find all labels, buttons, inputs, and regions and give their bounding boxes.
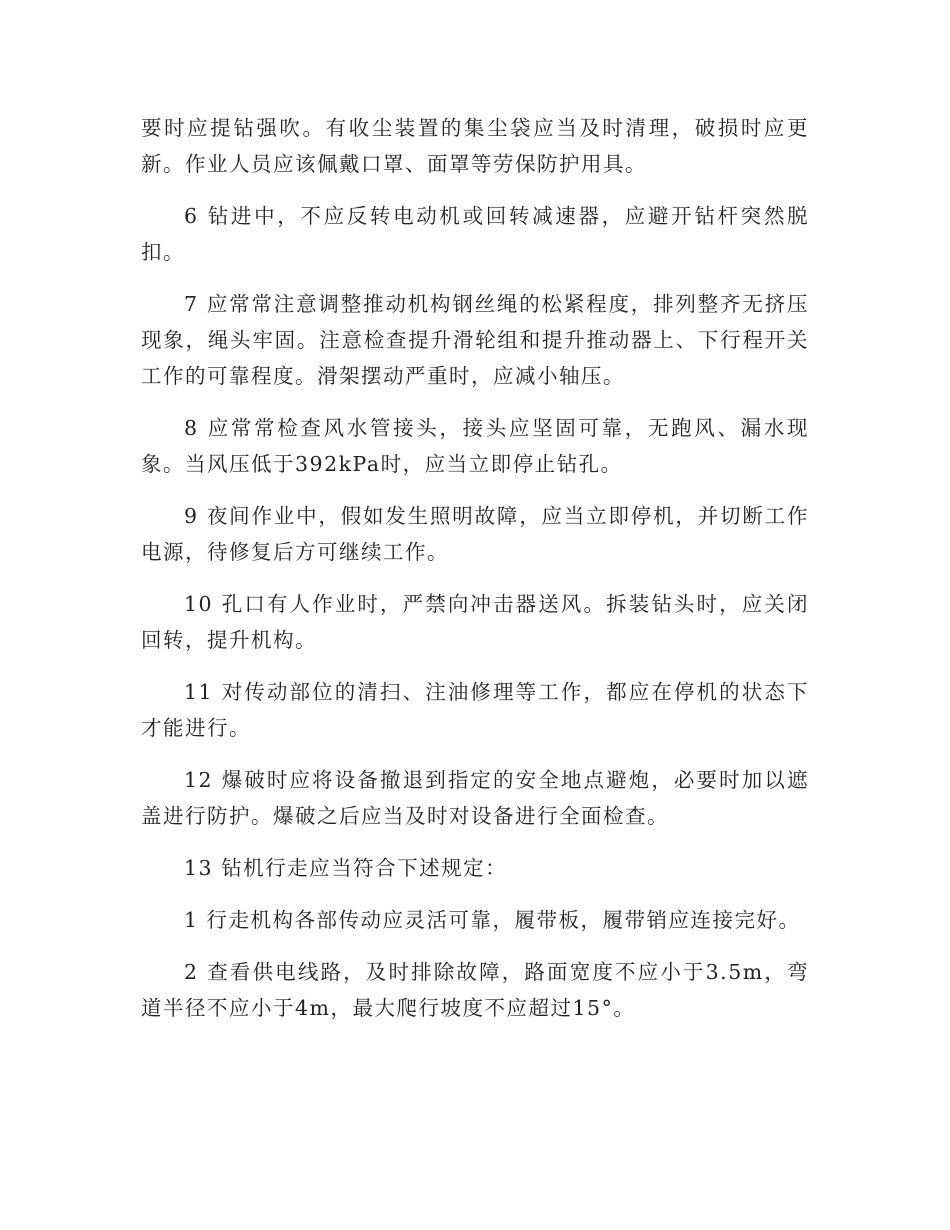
document-body bbox=[141, 110, 809, 1042]
paragraph-item-13: 13 钻机行走应当符合下述规定： bbox=[184, 856, 508, 880]
paragraph-subitem-1: 1 行走机构各部传动应灵活可靠，履带板，履带销应连接完好。 bbox=[184, 908, 801, 932]
paragraph-item-6: 6 钻进中，不应反转电动机或回转减速器，应避开钻杆突然脱扣。 bbox=[141, 204, 809, 264]
paragraph-item-11: 11 对传动部位的清扫、注油修理等工作，都应在停机的状态下才能进行。 bbox=[141, 680, 809, 740]
paragraph-item-12: 12 爆破时应将设备撤退到指定的安全地点避炮，必要时加以遮盖进行防护。爆破之后应当及时对设备进行全面检查。 bbox=[141, 768, 809, 828]
paragraph-continuation: 要时应提钻强吹。有收尘装置的集尘袋应当及时清理，破损时应更新。作业人员应该佩戴口罩、面罩等劳保防护用具。 bbox=[141, 116, 809, 176]
paragraph-item-9: 9 夜间作业中，假如发生照明故障，应当立即停机，并切断工作电源，待修复后方可继续工作。 bbox=[141, 504, 809, 564]
paragraph-item-10: 10 孔口有人作业时，严禁向冲击器送风。拆装钻头时，应关闭回转，提升机构。 bbox=[141, 592, 809, 652]
paragraph-subitem-2: 2 查看供电线路，及时排除故障，路面宽度不应小于3.5m，弯道半径不应小于4m，最大爬行坡度不应超过15°。 bbox=[141, 960, 809, 1020]
paragraph-item-7: 7 应常常注意调整推动机构钢丝绳的松紧程度，排列整齐无挤压现象，绳头牢固。注意检查提升滑轮组和提升推动器上、下行程开关工作的可靠程度。滑架摆动严重时，应减小轴压。 bbox=[141, 292, 809, 388]
paragraph-item-8: 8 应常常检查风水管接头，接头应坚固可靠，无跑风、漏水现象。当风压低于392kPa时，应当立即停止钻孔。 bbox=[141, 416, 809, 476]
